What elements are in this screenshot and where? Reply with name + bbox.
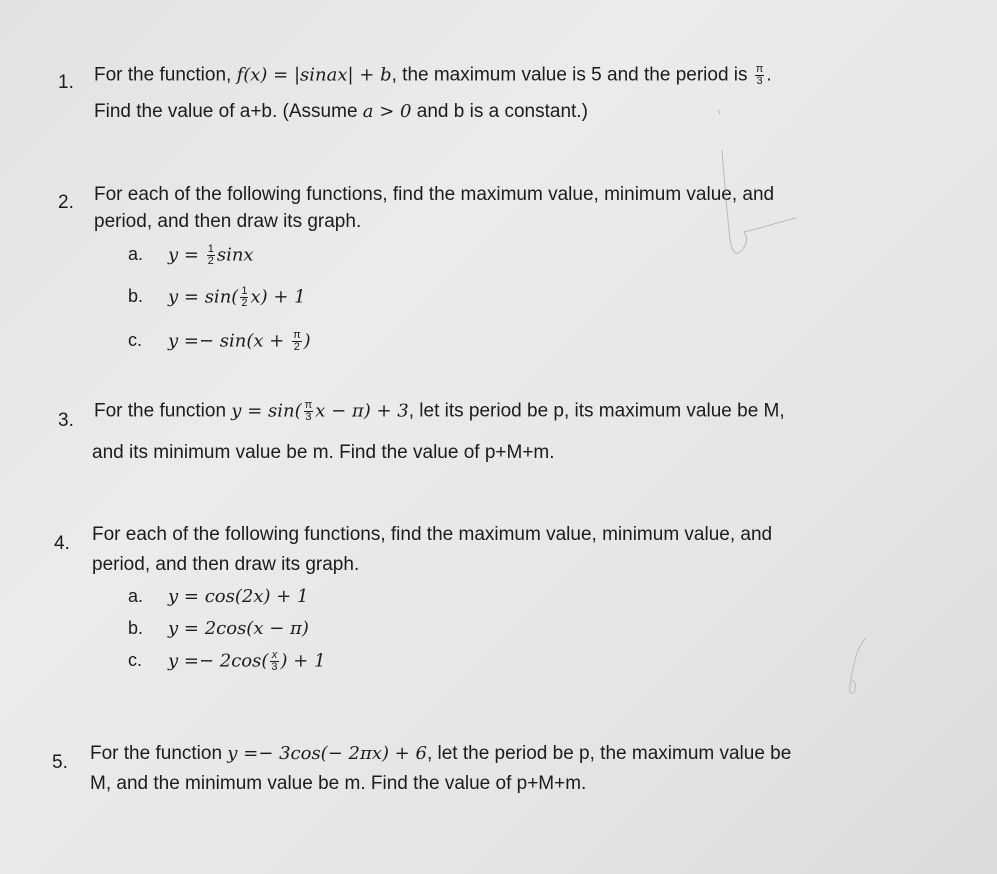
item-label: a. bbox=[128, 244, 144, 265]
problem-1-condition: a > 0 bbox=[362, 101, 412, 122]
problem-2-line-2: period, and then draw its graph. bbox=[94, 211, 362, 232]
fraction-denominator: 2 bbox=[241, 297, 248, 309]
problem-3-function-post: x − π) + 3 bbox=[315, 400, 409, 422]
item-fraction bbox=[270, 650, 278, 673]
fraction-denominator: 2 bbox=[207, 255, 214, 267]
problem-2c bbox=[128, 330, 311, 353]
item-label: b. bbox=[128, 618, 144, 638]
problem-1-text-2: Find the value of a+b. (Assume bbox=[94, 101, 363, 122]
problem-3-line-1 bbox=[94, 400, 785, 423]
problem-5-text-end: , let the period be p, the maximum value be bbox=[426, 743, 792, 764]
problem-3-function: y = sin( bbox=[231, 400, 302, 422]
fraction-numerator: 1 bbox=[207, 243, 214, 255]
problem-5-number: 5. bbox=[52, 752, 68, 773]
problem-3-text-end: , let its period be p, its maximum value be M, bbox=[408, 400, 785, 422]
item-label: c. bbox=[128, 650, 143, 671]
problem-3-text: For the function bbox=[94, 400, 232, 422]
problem-1-text-mid: , the maximum value is 5 and the period is bbox=[391, 64, 753, 86]
problem-2-line-1: For each of the following functions, find the maximum value, minimum value, and bbox=[94, 184, 775, 205]
item-label: a. bbox=[128, 586, 144, 606]
fraction-numerator-var: x bbox=[271, 649, 278, 661]
problem-1-period-fraction bbox=[755, 64, 765, 87]
problem-4a bbox=[128, 586, 308, 607]
problem-4-line-2: period, and then draw its graph. bbox=[92, 554, 360, 575]
problem-1-period-end: . bbox=[766, 64, 772, 86]
fraction-numerator: π bbox=[304, 399, 313, 411]
item-label: b. bbox=[128, 286, 144, 307]
item-label: c. bbox=[128, 330, 143, 351]
problem-1-line-2 bbox=[94, 101, 588, 123]
problem-4-number: 4. bbox=[54, 533, 70, 554]
problem-5-line-2: M, and the minimum value be m. Find the value of p+M+m. bbox=[90, 773, 587, 794]
fraction-denominator: 3 bbox=[305, 411, 312, 423]
item-math: y = cos(2x) + 1 bbox=[168, 586, 309, 607]
item-math-post: x) + 1 bbox=[250, 286, 306, 308]
item-math: y = sin( bbox=[168, 286, 239, 308]
problem-5-text: For the function bbox=[90, 743, 228, 764]
problem-5-line-1 bbox=[90, 743, 791, 765]
problem-4c bbox=[128, 650, 326, 673]
problem-3-number: 3. bbox=[58, 410, 74, 431]
fraction-denominator: 2 bbox=[293, 341, 300, 353]
problem-4-line-1: For each of the following functions, find the maximum value, minimum value, and bbox=[92, 524, 773, 545]
fraction-denominator: 3 bbox=[756, 75, 763, 87]
fraction-numerator: π bbox=[293, 329, 301, 341]
item-math: y =− 2cos( bbox=[168, 650, 269, 672]
item-math: y = 2cos(x − π) bbox=[168, 618, 309, 639]
pen-mark-squiggle bbox=[836, 630, 876, 710]
item-math: y = bbox=[168, 244, 205, 266]
problem-2-number: 2. bbox=[58, 192, 74, 213]
fraction-numerator: π bbox=[755, 63, 764, 75]
problem-3-line-2: and its minimum value be m. Find the value of p+M+m. bbox=[92, 442, 555, 463]
problem-2a bbox=[128, 244, 254, 267]
item-fraction bbox=[292, 330, 302, 353]
fraction-numerator: 1 bbox=[241, 285, 248, 297]
problem-2b bbox=[128, 286, 306, 309]
item-math-post: ) + 1 bbox=[280, 650, 326, 672]
item-fraction bbox=[240, 286, 248, 309]
problem-4b bbox=[128, 618, 309, 639]
problem-5-function: y =− 3cos(− 2πx) + 6 bbox=[227, 743, 427, 764]
item-math-post: ) bbox=[303, 330, 311, 352]
problem-1-number: 1. bbox=[58, 72, 74, 93]
fraction-denominator: 3 bbox=[271, 661, 278, 673]
item-math-post: sinx bbox=[216, 244, 254, 266]
problem-1-text: For the function, bbox=[94, 64, 237, 86]
problem-3-fraction bbox=[304, 400, 314, 423]
problem-1-function: f(x) = |sinax| + b bbox=[236, 64, 392, 86]
item-fraction bbox=[207, 244, 215, 267]
problem-1-line-1 bbox=[94, 64, 772, 87]
problem-1-text-2-end: and b is a constant.) bbox=[411, 101, 588, 122]
item-math: y =− sin(x + bbox=[168, 330, 291, 352]
pen-mark-scribble bbox=[700, 100, 820, 280]
